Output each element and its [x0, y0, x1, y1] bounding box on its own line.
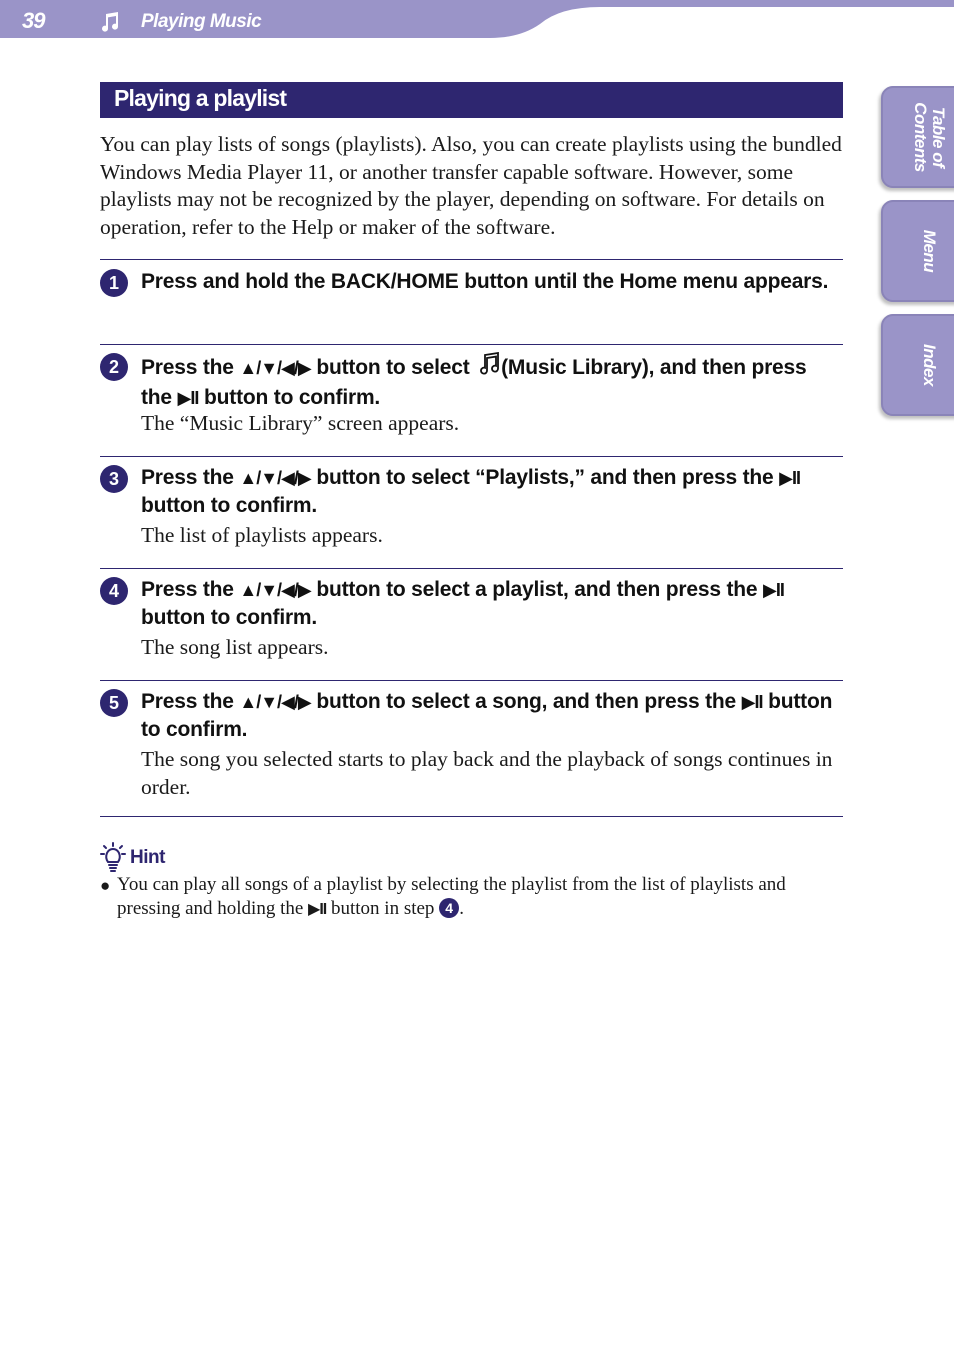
- step-result: The song you selected starts to play back and the playback of songs continues in order.: [141, 747, 833, 799]
- play-pause-symbol: ▶II: [741, 692, 763, 712]
- step-result: The “Music Library” screen appears.: [141, 411, 460, 435]
- step-instruction: [141, 688, 841, 744]
- step-instruction: [141, 268, 841, 296]
- direction-arrows-symbol: ▲/▼/◀/▶: [239, 468, 311, 488]
- step-text: button to confirm.: [141, 690, 833, 741]
- step-4: [100, 570, 843, 678]
- step-text: (Music Library), and then press the: [141, 356, 807, 409]
- hint-text-part: .: [459, 898, 464, 919]
- step-number-badge: 4: [100, 577, 128, 605]
- hint-text-part: You can play all songs of a playlist by selecting the playlist from the list of playlists and pressing and holding the: [117, 874, 786, 919]
- step-number-badge: 5: [100, 689, 128, 717]
- direction-arrows-symbol: ▲/▼/◀/▶: [239, 580, 311, 600]
- step-divider: [100, 344, 843, 345]
- tab-table-of-contents[interactable]: [881, 86, 954, 188]
- step-number-badge: 3: [100, 465, 128, 493]
- step-divider: [100, 680, 843, 681]
- tab-label: Index: [920, 344, 939, 386]
- step-instruction: [141, 352, 841, 412]
- step-text: Press the: [141, 578, 240, 601]
- step-divider: [100, 259, 843, 260]
- step-text: button to confirm.: [141, 606, 318, 629]
- play-pause-symbol: ▶II: [763, 580, 784, 600]
- step-divider: [100, 568, 843, 569]
- step-text: Press and hold the BACK/HOME button until the Home menu appears.: [141, 270, 829, 293]
- play-pause-symbol: ▶II: [779, 468, 801, 488]
- hint-text-part: button in step: [326, 898, 440, 919]
- step-divider: [100, 456, 843, 457]
- hint-label: Hint: [130, 847, 165, 868]
- step-text: button to select a song, and then press the: [310, 690, 742, 713]
- step-text: Press the: [141, 690, 240, 713]
- page-header: [0, 0, 954, 40]
- step-reference-badge: 4: [439, 898, 459, 918]
- step-text: button to confirm.: [198, 386, 381, 409]
- page-title: Playing a playlist: [114, 85, 287, 111]
- step-text: button to select: [310, 356, 476, 379]
- step-instruction: [141, 576, 841, 632]
- step-text: button to select a playlist, and then press the: [310, 578, 764, 601]
- intro-paragraph: You can play lists of songs (playlists). Also, you can create playlists using the bundled Windows Media Player 11, or another transfer capable software. However, some playlists may not be recognized by the player, depending on software. For details on operation, refer to the Help or maker of the software.: [100, 132, 842, 239]
- play-pause-symbol: ▶II: [308, 901, 327, 918]
- step-result: The list of playlists appears.: [141, 523, 383, 547]
- step-text: button to confirm.: [141, 494, 318, 517]
- tab-label: Menu: [920, 229, 939, 273]
- play-pause-symbol: ▶II: [177, 388, 199, 408]
- tab-label: Table of Contents: [911, 102, 948, 172]
- step-2: [100, 346, 843, 454]
- step-1: [100, 262, 843, 342]
- tab-menu[interactable]: [881, 200, 954, 302]
- step-instruction: [141, 464, 841, 520]
- step-text: Press the: [141, 466, 240, 489]
- music-library-icon: [477, 352, 501, 384]
- step-text: Press the: [141, 356, 240, 379]
- step-text: button to select “Playlists,” and then press the: [310, 466, 780, 489]
- direction-arrows-symbol: ▲/▼/◀/▶: [239, 358, 311, 378]
- step-result: The song list appears.: [141, 635, 329, 659]
- step-number-badge: 1: [100, 269, 128, 297]
- step-divider: [100, 816, 843, 817]
- tab-index[interactable]: [881, 314, 954, 416]
- direction-arrows-symbol: ▲/▼/◀/▶: [239, 692, 311, 712]
- step-number-badge: 2: [100, 353, 128, 381]
- bullet: ●: [100, 876, 111, 895]
- section-title-bar: [100, 82, 843, 118]
- page-number: 39: [22, 8, 45, 33]
- step-3: [100, 458, 843, 566]
- step-5: [100, 682, 843, 814]
- header-section-title: Playing Music: [141, 11, 262, 32]
- hint-text: [117, 873, 837, 922]
